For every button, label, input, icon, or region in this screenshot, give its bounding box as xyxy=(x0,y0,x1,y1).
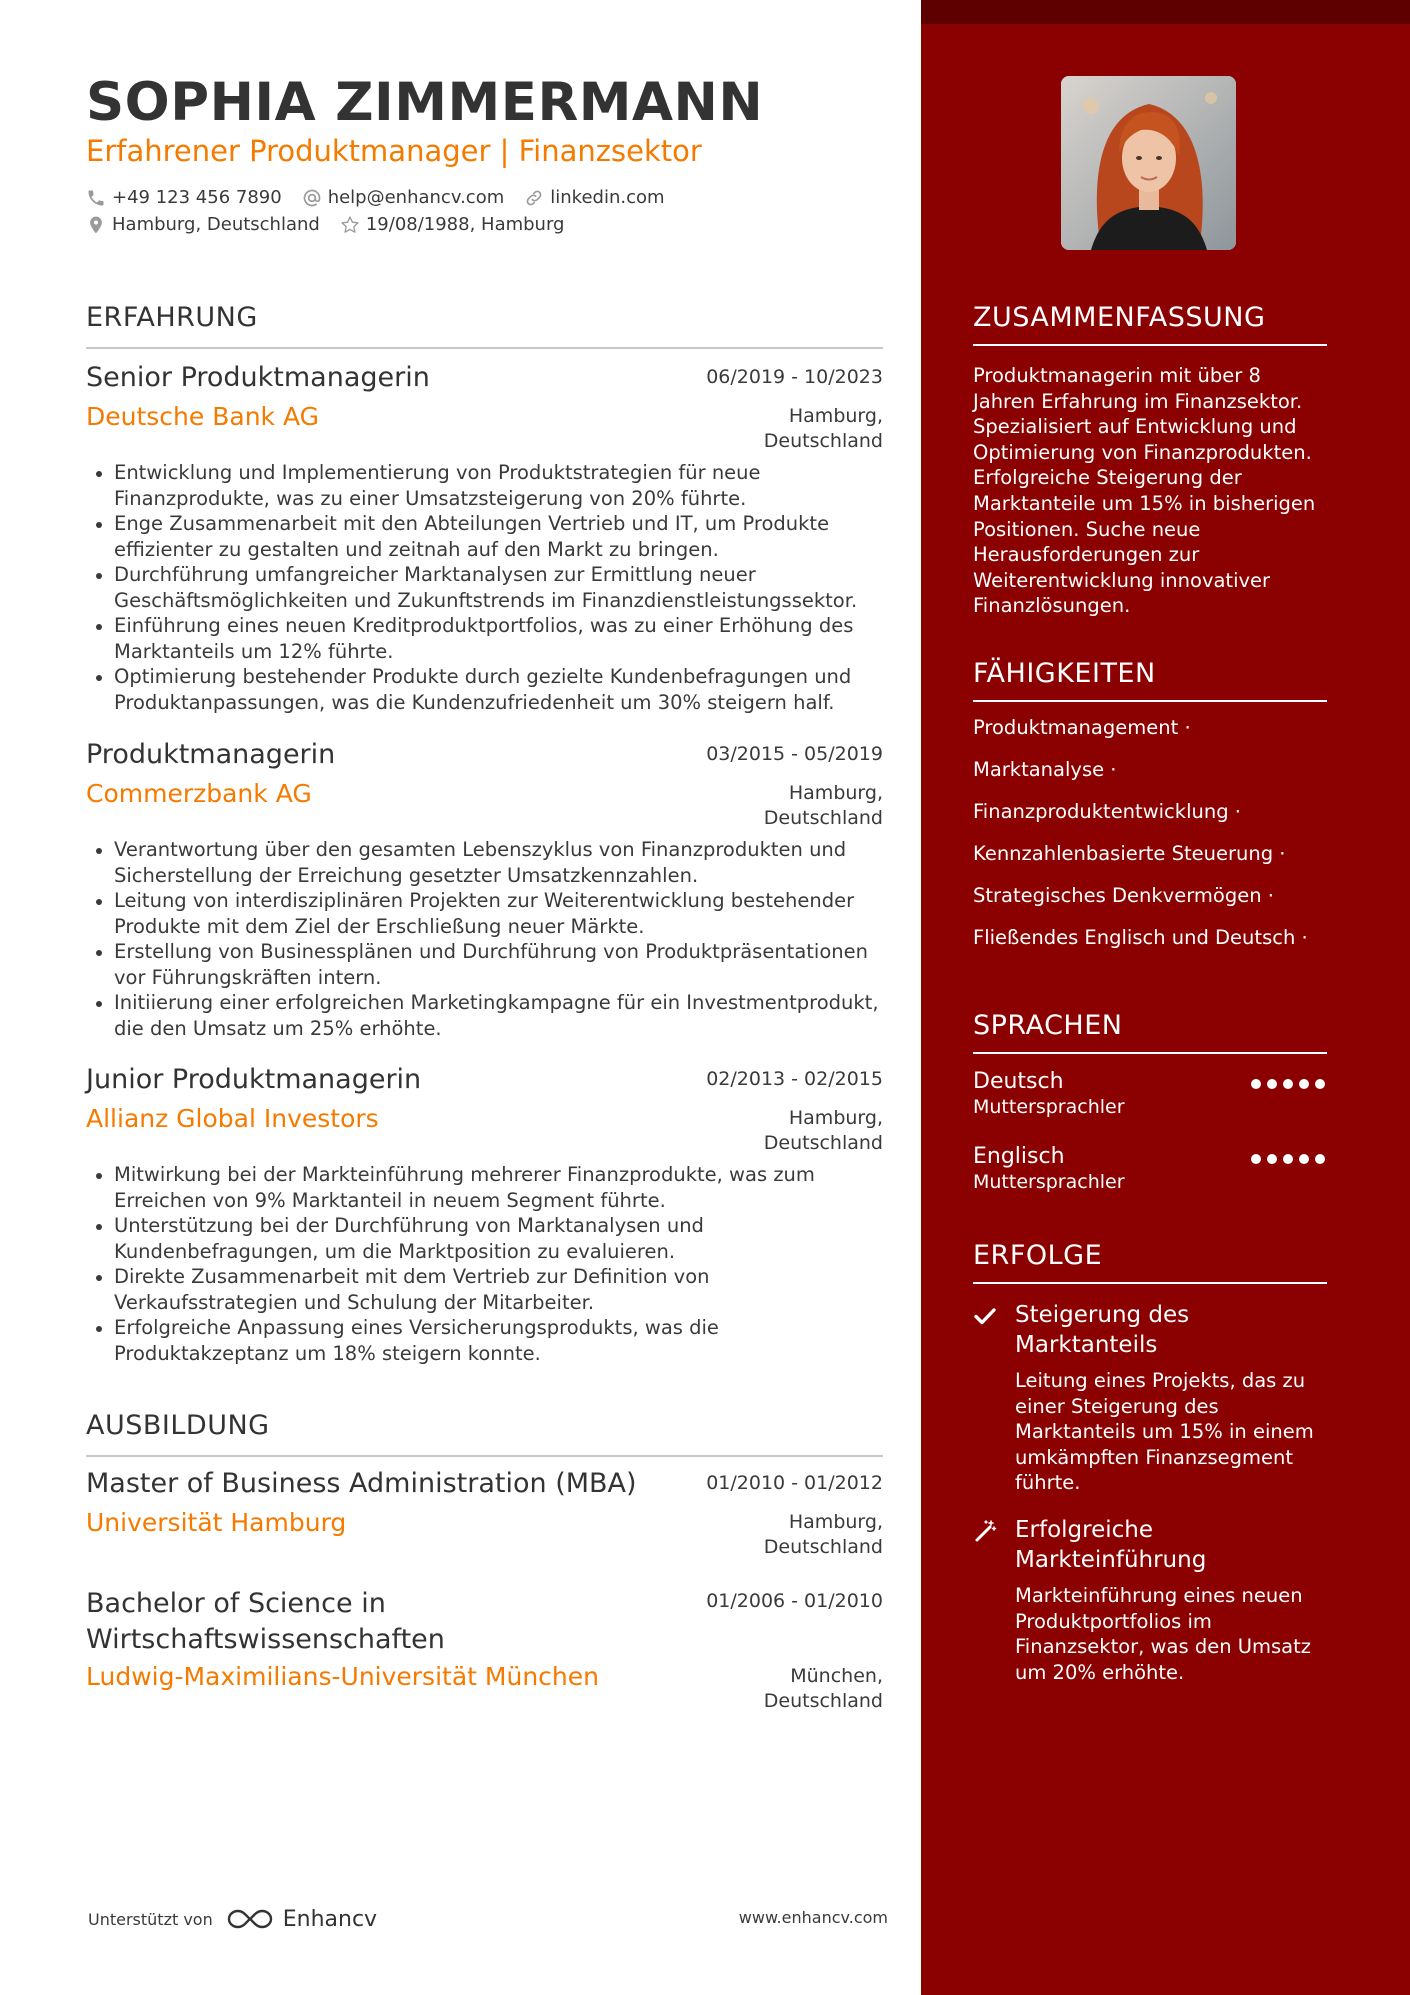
job-title: Senior Produktmanagerin xyxy=(86,362,430,393)
achievement-title: Steigerung des Marktanteils xyxy=(1015,1302,1190,1358)
section-title-experience: ERFAHRUNG xyxy=(86,302,883,349)
skill-item: Produktmanagement · xyxy=(973,716,1327,758)
job-location xyxy=(764,404,883,454)
bullet-item: Durchführung umfangreicher Marktanalysen zur Ermittlung neuer Geschäftsmöglichkeiten und Zukunftstrends im Finanzdienstleistungssektor. xyxy=(86,562,883,613)
job-city: Hamburg, xyxy=(788,1107,883,1129)
rating-dot xyxy=(1315,1079,1325,1089)
job-bullets xyxy=(86,1162,883,1366)
achievement-item xyxy=(973,1515,1327,1685)
skill-item: Fließendes Englisch und Deutsch · xyxy=(973,926,1327,968)
skill-item: Finanzproduktentwicklung · xyxy=(973,800,1327,842)
bullet-item: Entwicklung und Implementierung von Produktstrategien für neue Finanzprodukte, was zu einer Umsatzsteigerung von 20% führte. xyxy=(86,460,883,511)
location-pin-icon xyxy=(86,215,106,235)
achievement-description: Leitung eines Projekts, das zu einer Steigerung des Marktanteils um 15% in einem umkämpften Finanzsegment führte. xyxy=(1015,1369,1314,1495)
section-title-summary: ZUSAMMENFASSUNG xyxy=(973,302,1327,346)
skill-item: Marktanalyse · xyxy=(973,758,1327,800)
section-title-languages: SPRACHEN xyxy=(973,1010,1327,1054)
contact-birth xyxy=(340,214,565,235)
contact-email[interactable] xyxy=(302,187,505,208)
powered-by-text: Unterstützt von xyxy=(88,1909,213,1929)
job-country: Deutschland xyxy=(763,1132,883,1154)
job-dates: 02/2013 - 02/2015 xyxy=(706,1068,883,1090)
check-icon xyxy=(973,1304,997,1328)
sidebar-top-bar xyxy=(921,0,1410,24)
job-country: Deutschland xyxy=(763,807,883,829)
birth-text: 19/08/1988, Hamburg xyxy=(365,214,565,235)
magic-wand-icon xyxy=(973,1519,997,1543)
achievement-title: Erfolgreiche Markteinführung xyxy=(1015,1517,1207,1573)
education-country: Deutschland xyxy=(763,1536,883,1558)
achievement-description: Markteinführung eines neuen Produktportfolios im Finanzsektor, was den Umsatz um 20% erhöhte. xyxy=(1015,1584,1312,1684)
degree-title: Master of Business Administration (MBA) xyxy=(86,1468,637,1499)
company-name: Deutsche Bank AG xyxy=(86,402,319,431)
rating-dot xyxy=(1267,1154,1277,1164)
rating-dot xyxy=(1315,1154,1325,1164)
skills-list xyxy=(973,716,1327,968)
language-name: Englisch xyxy=(973,1144,1065,1169)
rating-dot xyxy=(1299,1154,1309,1164)
footer-powered-by xyxy=(88,1906,377,1932)
education-dates: 01/2010 - 01/2012 xyxy=(706,1472,883,1494)
sidebar xyxy=(921,0,1410,1995)
profile-photo xyxy=(1061,76,1236,250)
education-entry xyxy=(86,1468,883,1560)
candidate-name: SOPHIA ZIMMERMANN xyxy=(86,72,764,133)
email-text: help@enhancv.com xyxy=(327,187,505,208)
bullet-item: Enge Zusammenarbeit mit den Abteilungen Vertrieb und IT, um Produkte effizienter zu gestalten und zeitnah auf den Markt zu bringen. xyxy=(86,511,883,562)
job-location xyxy=(764,781,883,831)
achievement-item xyxy=(973,1300,1327,1496)
job-dates: 03/2015 - 05/2019 xyxy=(706,743,883,765)
job-city: Hamburg, xyxy=(788,405,883,427)
section-title-skills: FÄHIGKEITEN xyxy=(973,658,1327,702)
language-level: Muttersprachler xyxy=(973,1096,1125,1118)
enhancv-brand[interactable] xyxy=(225,1906,377,1932)
at-icon xyxy=(302,188,322,208)
rating-dot xyxy=(1267,1079,1277,1089)
job-bullets xyxy=(86,837,883,1041)
school-name: Universität Hamburg xyxy=(86,1508,347,1537)
rating-dot xyxy=(1251,1154,1261,1164)
bullet-item: Initiierung einer erfolgreichen Marketingkampagne für ein Investmentprodukt, die den Umsatz um 25% erhöhte. xyxy=(86,990,883,1041)
rating-dot xyxy=(1283,1079,1293,1089)
job-city: Hamburg, xyxy=(788,782,883,804)
education-country: Deutschland xyxy=(763,1690,883,1712)
star-icon xyxy=(340,215,360,235)
education-city: Hamburg, xyxy=(788,1511,883,1533)
experience-entry xyxy=(86,739,883,1041)
contact-linkedin[interactable] xyxy=(524,187,664,208)
candidate-headline: Erfahrener Produktmanager | Finanzsektor xyxy=(86,134,702,168)
bullet-item: Mitwirkung bei der Markteinführung mehrerer Finanzprodukte, was zum Erreichen von 9% Marktanteil in neuem Segment führte. xyxy=(86,1162,883,1213)
school-name: Ludwig-Maximilians-Universität München xyxy=(86,1662,599,1691)
language-item xyxy=(973,1069,1327,1118)
education-entry xyxy=(86,1586,883,1714)
experience-entry xyxy=(86,1064,883,1366)
bullet-item: Verantwortung über den gesamten Lebenszyklus von Finanzprodukten und Sicherstellung der Erreichung gesetzter Umsatzkennzahlen. xyxy=(86,837,883,888)
bullet-item: Unterstützung bei der Durchführung von Marktanalysen und Kundenbefragungen, um die Marktposition zu evaluieren. xyxy=(86,1213,883,1264)
brand-name: Enhancv xyxy=(282,1906,378,1932)
job-title: Junior Produktmanagerin xyxy=(86,1064,422,1095)
company-name: Allianz Global Investors xyxy=(86,1104,379,1133)
language-item xyxy=(973,1144,1327,1193)
company-name: Commerzbank AG xyxy=(86,779,312,808)
job-title: Produktmanagerin xyxy=(86,739,336,770)
phone-icon xyxy=(86,188,106,208)
bullet-item: Erfolgreiche Anpassung eines Versicherungsprodukts, was die Produktakzeptanz um 18% steigern konnte. xyxy=(86,1315,883,1366)
language-name: Deutsch xyxy=(973,1069,1064,1094)
summary-text: Produktmanagerin mit über 8 Jahren Erfahrung im Finanzsektor. Spezialisiert auf Entwicklung und Optimierung von Finanzprodukten. Erfolgreiche Steigerung der Marktanteile um 15% in bisherigen Positionen. Suche neue Herausforderungen zur Weiterentwicklung innovativer Finanzlösungen. xyxy=(973,364,1316,618)
contact-info xyxy=(86,184,886,238)
linkedin-text: linkedin.com xyxy=(550,187,665,208)
education-location xyxy=(764,1510,883,1560)
enhancv-logo-icon xyxy=(225,1906,275,1932)
bullet-item: Optimierung bestehender Produkte durch gezielte Kundenbefragungen und Produktanpassungen, was die Kundenzufriedenheit um 30% steigern half. xyxy=(86,664,883,715)
job-bullets xyxy=(86,460,883,715)
language-level: Muttersprachler xyxy=(973,1171,1125,1193)
rating-dot xyxy=(1251,1079,1261,1089)
section-title-achievements: ERFOLGE xyxy=(973,1240,1327,1284)
skill-item: Kennzahlenbasierte Steuerung · xyxy=(973,842,1327,884)
rating-dot xyxy=(1299,1079,1309,1089)
rating-dot xyxy=(1283,1154,1293,1164)
degree-title: Bachelor of Science in Wirtschaftswissenschaften xyxy=(86,1588,445,1655)
bullet-item: Einführung eines neuen Kreditproduktportfolios, was zu einer Erhöhung des Marktanteils um 12% führte. xyxy=(86,613,883,664)
footer-website[interactable]: www.enhancv.com xyxy=(738,1908,888,1927)
language-rating xyxy=(1245,1079,1325,1089)
location-text: Hamburg, Deutschland xyxy=(112,214,320,235)
education-dates: 01/2006 - 01/2010 xyxy=(706,1590,883,1612)
section-title-education: AUSBILDUNG xyxy=(86,1410,883,1457)
language-rating xyxy=(1245,1154,1325,1164)
bullet-item: Leitung von interdisziplinären Projekten zur Weiterentwicklung bestehender Produkte mit dem Ziel der Erschließung neuer Märkte. xyxy=(86,888,883,939)
job-dates: 06/2019 - 10/2023 xyxy=(706,366,883,388)
portrait-image xyxy=(1061,76,1236,250)
contact-location xyxy=(86,214,320,235)
phone-text: +49 123 456 7890 xyxy=(112,187,282,208)
education-location xyxy=(764,1664,883,1714)
bullet-item: Direkte Zusammenarbeit mit dem Vertrieb zur Definition von Verkaufsstrategien und Schulung der Mitarbeiter. xyxy=(86,1264,883,1315)
bullet-item: Erstellung von Businessplänen und Durchführung von Produktpräsentationen vor Führungskräften intern. xyxy=(86,939,883,990)
contact-phone[interactable] xyxy=(86,187,282,208)
education-city: München, xyxy=(790,1665,883,1687)
link-icon xyxy=(524,188,544,208)
experience-entry xyxy=(86,362,883,715)
job-country: Deutschland xyxy=(763,430,883,452)
skill-item: Strategisches Denkvermögen · xyxy=(973,884,1327,926)
job-location xyxy=(764,1106,883,1156)
